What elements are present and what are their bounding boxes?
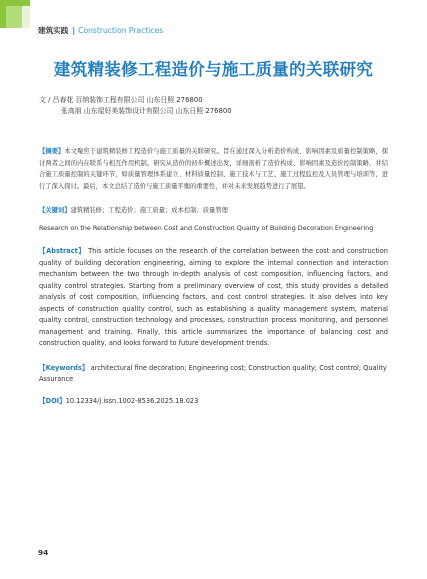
keywords-cn — [39, 205, 388, 217]
abstract-cn-label: 【摘要】 — [39, 148, 65, 155]
keywords-en — [39, 363, 388, 384]
abstract-en — [39, 246, 388, 350]
doi-label: 【DOI】 — [39, 397, 66, 405]
page-number: 94 — [38, 548, 49, 557]
keywords-en-text: architectural fine decoration; Engineering cost; Construction quality; Cost control; Quality Assurance — [39, 364, 387, 383]
keywords-cn-label: 【关键词】 — [39, 207, 71, 214]
author-block — [39, 95, 232, 116]
abstract-cn-text: 本文聚焦于建筑精装修工程造价与施工质量的关联研究。旨在通过深入分析造价构成、影响因素及质量控制策略，探讨两者之间的内在联系与相互作用机制。研究从造价的初步概述出发，详细剖析了造价构成、影响因素及造价控制策略，并结合施工质量控制的关键环节，如质量管理体系建立、材料质量控制、施工技术与工艺、施工过程监控及人员管理与培训等，进行了深入探讨。最后，本文总结了造价与施工质量平衡的重要性，并对未来发展趋势进行了展望。 — [39, 148, 389, 190]
english-title: Research on the Relationship between Cost and Construction Quality of Building Decoration Engineering — [39, 224, 374, 232]
article-title: 建筑精装修工程造价与施工质量的关联研究 — [53, 60, 374, 79]
abstract-en-text: This article focuses on the research of the correlation between the cost and construction quality of building decoration engineering, aiming to explore the internal connection and interaction mechanism between the two through in-depth analysis of cost composition, influencing factors, and quality control strategies. Starting from a preliminary overview of cost, this study provides a detailed analysis of cost composition, influencing factors, and cost control strategies. It also delves into key aspects of construction quality control, such as establishing a quality management system, material quality control, construction technology and processes, construction process monitoring, and personnel management and training. Finally, this article summarizes the importance of balancing cost and construction quality, and looks forward to future development trends. — [39, 247, 388, 347]
keywords-cn-text: 建筑精装修；工程造价；施工质量；成本控制；质量管理 — [70, 207, 228, 214]
abstract-en-label: 【Abstract】 — [39, 247, 86, 255]
doi-text: 10.12334/j.issn.1002-8536.2025.18.023 — [65, 397, 199, 405]
corner-decoration — [0, 0, 30, 28]
section-header — [38, 26, 163, 36]
section-separator: | — [72, 26, 76, 35]
section-name-en: Construction Practices — [78, 26, 164, 35]
author-line-2: 张高朋 山东屋好美装饰设计有限公司 山东日照 276800 — [61, 106, 232, 115]
section-name-cn: 建筑实践 — [38, 26, 69, 35]
doi — [39, 396, 198, 406]
author-line-1: 文 / 吕春花 百纳装饰工程有限公司 山东日照 276800 — [39, 96, 203, 104]
abstract-cn — [39, 146, 388, 192]
keywords-en-label: 【Keywords】 — [39, 364, 89, 372]
